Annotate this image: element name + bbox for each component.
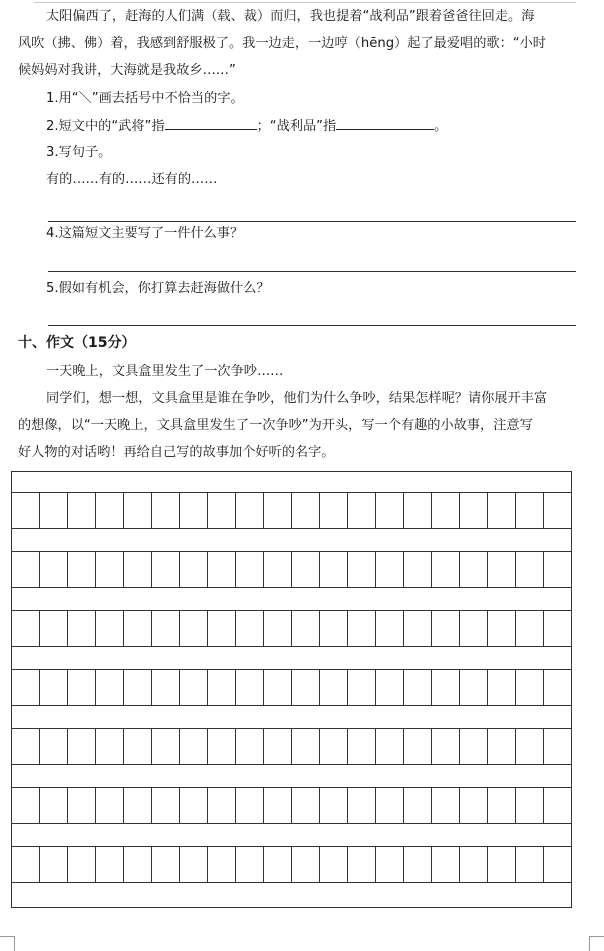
answer-blank-wujiang[interactable]: [165, 117, 257, 130]
writing-grid-cell[interactable]: [208, 493, 236, 528]
writing-grid-cell[interactable]: [348, 670, 376, 705]
writing-grid-row: [12, 846, 571, 883]
writing-grid-cell[interactable]: [544, 788, 571, 823]
writing-grid-cell[interactable]: [460, 611, 488, 646]
writing-grid-cell[interactable]: [544, 847, 571, 882]
writing-grid-cell[interactable]: [96, 552, 124, 587]
writing-grid-cell[interactable]: [376, 847, 404, 882]
writing-grid-cell[interactable]: [292, 493, 320, 528]
writing-grid-cell[interactable]: [236, 611, 264, 646]
writing-grid-cell[interactable]: [68, 670, 96, 705]
answer-line-q4[interactable]: [48, 271, 576, 272]
writing-grid-cell[interactable]: [68, 847, 96, 882]
writing-grid-cell[interactable]: [180, 729, 208, 764]
writing-grid-cell[interactable]: [152, 788, 180, 823]
composition-heading: 十、作文（15分）: [18, 335, 136, 351]
top-rule: [34, 2, 576, 3]
writing-grid-cell[interactable]: [460, 729, 488, 764]
writing-grid-cell[interactable]: [544, 611, 571, 646]
writing-grid-cell[interactable]: [152, 670, 180, 705]
writing-grid-cell[interactable]: [320, 670, 348, 705]
writing-grid-cell[interactable]: [376, 493, 404, 528]
question-2-prefix: 2.短文中的“武将”指: [46, 119, 165, 134]
writing-grid-cell[interactable]: [180, 493, 208, 528]
writing-grid-cell[interactable]: [264, 493, 292, 528]
writing-grid-cell[interactable]: [432, 493, 460, 528]
writing-grid[interactable]: [11, 471, 572, 908]
writing-grid-cell[interactable]: [264, 670, 292, 705]
writing-grid-cell[interactable]: [488, 729, 516, 764]
question-2-middle: ；“战利品”指: [256, 119, 337, 134]
writing-grid-cell[interactable]: [208, 611, 236, 646]
writing-grid-cell[interactable]: [40, 552, 68, 587]
passage-line-2: 风吹（拂、佛）着，我感到舒服极了。我一边走，一边哼（hēng）起了最爱唱的歌：“小时: [18, 36, 546, 51]
writing-grid-cell[interactable]: [516, 552, 544, 587]
writing-grid-cell[interactable]: [348, 552, 376, 587]
writing-grid-cell[interactable]: [12, 847, 40, 882]
writing-grid-cell[interactable]: [264, 552, 292, 587]
writing-grid-cell[interactable]: [292, 847, 320, 882]
writing-grid-cell[interactable]: [124, 670, 152, 705]
writing-grid-cell[interactable]: [376, 670, 404, 705]
writing-grid-cell[interactable]: [264, 788, 292, 823]
writing-grid-row: [12, 492, 571, 529]
writing-grid-cell[interactable]: [12, 729, 40, 764]
writing-grid-cell[interactable]: [152, 729, 180, 764]
writing-grid-cell[interactable]: [544, 729, 571, 764]
writing-grid-cell[interactable]: [96, 729, 124, 764]
writing-grid-cell[interactable]: [236, 493, 264, 528]
writing-grid-cell[interactable]: [208, 552, 236, 587]
writing-grid-cell[interactable]: [516, 493, 544, 528]
writing-grid-cell[interactable]: [376, 552, 404, 587]
writing-grid-cell[interactable]: [516, 847, 544, 882]
writing-grid-cell[interactable]: [404, 788, 432, 823]
writing-grid-cell[interactable]: [12, 493, 40, 528]
writing-grid-cell[interactable]: [208, 788, 236, 823]
writing-grid-cell[interactable]: [68, 729, 96, 764]
writing-grid-cell[interactable]: [40, 611, 68, 646]
writing-grid-cell[interactable]: [96, 611, 124, 646]
writing-grid-cell[interactable]: [320, 788, 348, 823]
writing-grid-cell[interactable]: [292, 670, 320, 705]
writing-grid-cell[interactable]: [124, 847, 152, 882]
question-5: 5.假如有机会，你打算去赶海做什么？: [46, 281, 270, 296]
writing-grid-cell[interactable]: [96, 493, 124, 528]
writing-grid-cell[interactable]: [292, 788, 320, 823]
composition-instruction-1: 同学们，想一想，文具盒里是谁在争吵，他们为什么争吵，结果怎样呢？请你展开丰富: [46, 391, 548, 406]
writing-grid-cell[interactable]: [460, 847, 488, 882]
writing-grid-cell[interactable]: [544, 552, 571, 587]
writing-grid-cell[interactable]: [460, 670, 488, 705]
writing-grid-cell[interactable]: [12, 552, 40, 587]
writing-grid-cell[interactable]: [516, 729, 544, 764]
writing-grid-cell[interactable]: [40, 729, 68, 764]
writing-grid-cell[interactable]: [40, 788, 68, 823]
writing-grid-cell[interactable]: [432, 847, 460, 882]
writing-grid-cell[interactable]: [432, 670, 460, 705]
composition-intro: 一天晚上，文具盒里发生了一次争吵……: [46, 364, 284, 379]
writing-grid-cell[interactable]: [460, 788, 488, 823]
writing-grid-cell[interactable]: [68, 611, 96, 646]
writing-grid-cell[interactable]: [516, 670, 544, 705]
writing-grid-cell[interactable]: [376, 788, 404, 823]
writing-grid-cell[interactable]: [12, 788, 40, 823]
writing-grid-cell[interactable]: [432, 788, 460, 823]
writing-grid-row: [12, 551, 571, 588]
writing-grid-cell[interactable]: [460, 552, 488, 587]
writing-grid-cell[interactable]: [12, 611, 40, 646]
writing-grid-cell[interactable]: [516, 788, 544, 823]
writing-grid-cell[interactable]: [236, 788, 264, 823]
writing-grid-cell[interactable]: [180, 788, 208, 823]
writing-grid-cell[interactable]: [124, 788, 152, 823]
writing-grid-cell[interactable]: [68, 788, 96, 823]
writing-grid-row: [12, 787, 571, 824]
writing-grid-cell[interactable]: [404, 611, 432, 646]
writing-grid-cell[interactable]: [460, 493, 488, 528]
writing-grid-cell[interactable]: [68, 552, 96, 587]
writing-grid-cell[interactable]: [404, 729, 432, 764]
writing-grid-cell[interactable]: [264, 729, 292, 764]
writing-grid-row: [12, 728, 571, 765]
writing-grid-cell[interactable]: [40, 670, 68, 705]
writing-grid-cell[interactable]: [180, 670, 208, 705]
writing-grid-cell[interactable]: [348, 847, 376, 882]
composition-instruction-3: 好人物的对话哟！再给自己写的故事加个好听的名字。: [18, 445, 335, 460]
page-corner-mark-right: [589, 936, 604, 951]
writing-grid-cell[interactable]: [180, 552, 208, 587]
writing-grid-cell[interactable]: [320, 847, 348, 882]
writing-grid-cell[interactable]: [40, 847, 68, 882]
question-1: 1.用“＼”画去括号中不恰当的字。: [46, 91, 244, 106]
writing-grid-cell[interactable]: [236, 729, 264, 764]
writing-grid-cell[interactable]: [348, 611, 376, 646]
writing-grid-cell[interactable]: [124, 611, 152, 646]
writing-grid-cell[interactable]: [180, 847, 208, 882]
writing-grid-cell[interactable]: [124, 729, 152, 764]
writing-grid-cell[interactable]: [292, 611, 320, 646]
writing-grid-cell[interactable]: [292, 729, 320, 764]
writing-grid-cell[interactable]: [404, 670, 432, 705]
writing-grid-cell[interactable]: [152, 847, 180, 882]
writing-grid-cell[interactable]: [264, 847, 292, 882]
passage-line-1: 太阳偏西了，赶海的人们满（载、裁）而归，我也提着“战利品”跟着爸爸往回走。海: [46, 9, 535, 24]
question-3: 3.写句子。: [46, 145, 112, 160]
writing-grid-cell[interactable]: [404, 847, 432, 882]
writing-grid-cell[interactable]: [376, 611, 404, 646]
writing-grid-cell[interactable]: [96, 847, 124, 882]
writing-grid-cell[interactable]: [404, 493, 432, 528]
writing-grid-cell[interactable]: [516, 611, 544, 646]
writing-grid-cell[interactable]: [152, 611, 180, 646]
passage-line-3: 候妈妈对我讲，大海就是我故乡……”: [18, 63, 236, 78]
writing-grid-cell[interactable]: [488, 847, 516, 882]
writing-grid-cell[interactable]: [12, 670, 40, 705]
writing-grid-cell[interactable]: [488, 493, 516, 528]
writing-grid-cell[interactable]: [264, 611, 292, 646]
writing-grid-cell[interactable]: [348, 788, 376, 823]
writing-grid-cell[interactable]: [236, 552, 264, 587]
writing-grid-cell[interactable]: [152, 493, 180, 528]
page-corner-mark-left: [0, 936, 15, 951]
writing-grid-cell[interactable]: [96, 788, 124, 823]
writing-grid-cell[interactable]: [208, 670, 236, 705]
answer-line-q5[interactable]: [48, 325, 576, 326]
composition-instruction-2: 的想像，以“一天晚上，文具盒里发生了一次争吵”为开头，写一个有趣的小故事，注意写: [18, 418, 533, 433]
question-3-prompt: 有的……有的……还有的……: [46, 172, 218, 187]
writing-grid-cell[interactable]: [488, 552, 516, 587]
writing-grid-cell[interactable]: [432, 611, 460, 646]
question-2-suffix: 。: [434, 119, 448, 134]
writing-grid-cell[interactable]: [124, 552, 152, 587]
writing-grid-cell[interactable]: [236, 847, 264, 882]
writing-grid-cell[interactable]: [348, 493, 376, 528]
writing-grid-cell[interactable]: [488, 611, 516, 646]
writing-grid-cell[interactable]: [376, 729, 404, 764]
writing-grid-cell[interactable]: [320, 552, 348, 587]
writing-grid-cell[interactable]: [432, 729, 460, 764]
question-4: 4.这篇短文主要写了一件什么事？: [46, 226, 244, 241]
writing-grid-cell[interactable]: [320, 729, 348, 764]
question-2: [46, 117, 447, 136]
writing-grid-cell[interactable]: [152, 552, 180, 587]
answer-blank-zhanlipin[interactable]: [336, 117, 434, 130]
writing-grid-cell[interactable]: [488, 670, 516, 705]
writing-grid-cell[interactable]: [544, 670, 571, 705]
writing-grid-cell[interactable]: [40, 493, 68, 528]
writing-grid-cell[interactable]: [292, 552, 320, 587]
writing-grid-cell[interactable]: [320, 611, 348, 646]
writing-grid-cell[interactable]: [320, 493, 348, 528]
writing-grid-cell[interactable]: [488, 788, 516, 823]
writing-grid-row: [12, 669, 571, 706]
writing-grid-cell[interactable]: [96, 670, 124, 705]
writing-grid-cell[interactable]: [68, 493, 96, 528]
writing-grid-cell[interactable]: [348, 729, 376, 764]
writing-grid-cell[interactable]: [432, 552, 460, 587]
writing-grid-cell[interactable]: [180, 611, 208, 646]
writing-grid-cell[interactable]: [208, 729, 236, 764]
writing-grid-cell[interactable]: [404, 552, 432, 587]
writing-grid-cell[interactable]: [236, 670, 264, 705]
writing-grid-cell[interactable]: [208, 847, 236, 882]
answer-line-q3[interactable]: [48, 221, 576, 222]
writing-grid-row: [12, 610, 571, 647]
writing-grid-cell[interactable]: [124, 493, 152, 528]
writing-grid-cell[interactable]: [544, 493, 571, 528]
